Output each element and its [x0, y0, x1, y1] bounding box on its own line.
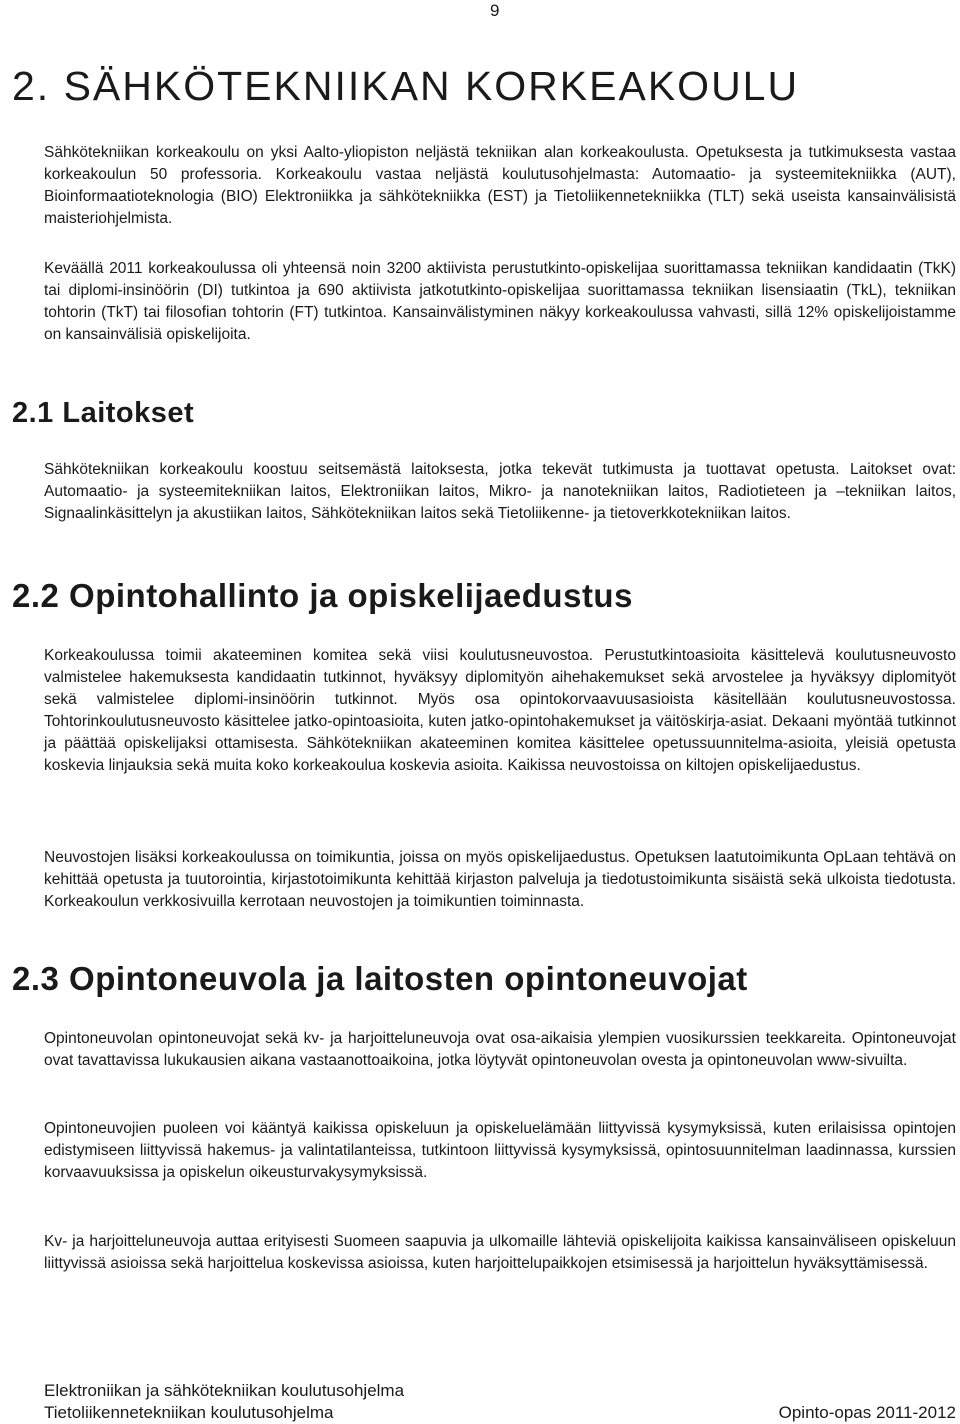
section-heading-laitokset: 2.1 Laitokset [12, 397, 195, 429]
intro-paragraph: Sähkötekniikan korkeakoulu on yksi Aalto-yliopiston neljästä tekniikan alan korkeakoulusta. Opetuksesta ja tutkimuksesta vastaa korkeakoulun 50 professoria. Korkeakoulu vastaa neljästä koulutusohjelmasta: Automaatio- ja systeemitekniikka (AUT), Bioinformaatioteknologia (BIO) Elektroniikka ja sähkötekniikka (EST) ja Tietoliikennetekniikka (TLT) sekä useista kansainvälisistä maisteriohjelmista. [44, 144, 956, 227]
section-paragraph: Neuvostojen lisäksi korkeakoulussa on toimikuntia, joissa on myös opiskelijaedustus. Opetuksen laatutoimikunta OpLaan tehtävä on kehittää opetusta ja tuutorointia, kirjastotoimikunta kehittää kirjaston palveluja ja tiedotustoimikunta sisäistä sekä ulkoista tiedotusta. Korkeakoulun verkkosivuilla kerrotaan neuvostojen ja toimikuntien toiminnasta. [44, 849, 956, 910]
section-paragraph: Opintoneuvolan opintoneuvojat sekä kv- ja harjoitteluneuvoja ovat osa-aikaisia ylempien vuosikurssien teekkareita. Opintoneuvojat ovat tavattavissa lukukausien aikana vastaanottoaikoina, jotka löytyvät opintoneuvolan ovesta ja opintoneuvolan www-sivuilta. [44, 1030, 956, 1069]
intro-paragraph: Keväällä 2011 korkeakoulussa oli yhteensä noin 3200 aktiivista perustutkinto-opiskelijaa suorittamassa tekniikan kandidaatin (TkK) tai diplomi-insinöörin (DI) tutkintoa ja 690 aktiivista jatkotutkinto-opiskelijaa suorittamassa tekniikan lisensiaatin (TkL), tekniikan tohtorin (TkT) tai filosofian tohtorin (FT) tutkintoa. Kansainvälistyminen näkyy korkeakoulussa vahvasti, sillä 12% opiskelijoistamme on kansainvälisiä opiskelijoita. [44, 260, 956, 343]
page-footer [44, 1380, 956, 1424]
page-number: 9 [490, 1, 500, 20]
footer-line-2: Tietoliikennetekniikan koulutusohjelma [44, 1403, 334, 1422]
footer-line-1: Elektroniikan ja sähkötekniikan koulutusohjelma [44, 1381, 405, 1400]
section-paragraph: Kv- ja harjoitteluneuvoja auttaa erityisesti Suomeen saapuvia ja ulkomaille lähteviä opiskelijoita kaikissa kansainväliseen opiskeluun liittyvissä asioissa sekä harjoittelua koskevissa asioissa, kuten harjoittelupaikkojen etsimisessä ja harjoittelun hyväksyttämisessä. [44, 1233, 956, 1272]
chapter-title: 2. SÄHKÖTEKNIIKAN KORKEAKOULU [12, 63, 800, 109]
section-paragraph: Korkeakoulussa toimii akateeminen komitea sekä viisi koulutusneuvostoa. Perustutkintoasioita käsittelevä koulutusneuvosto valmistelee hakemuksesta kandidaatin tutkinnot, hyväksyy diplomityön aihehakemukset sekä arvostelee ja hyväksyy diplomityöt sekä valmistelee diplomi-insinöörin tutkinnot. Myös osa opintokorvaavuusasioista käsitellään koulutusneuvostossa. Tohtorinkoulutusneuvosto käsittelee jatko-opintoasioita, kuten jatko-opintohakemukset ja väitöskirja-asiat. Dekaani myöntää tutkinnot ja päättää opiskelijaksi ottamisesta. Sähkötekniikan akateeminen komitea käsittelee opetussuunnitelma-asioita, yleisiä opetusta koskevia linjauksia sekä muita koko korkeakoulua koskevia asioita. Kaikissa neuvostoissa on kiltojen opiskelijaedustus. [44, 647, 956, 774]
section-paragraph: Opintoneuvojien puoleen voi kääntyä kaikissa opiskeluun ja opiskeluelämään liittyvissä kysymyksissä, kuten erilaisissa opintojen edistymiseen liittyvissä hakemus- ja valintatilanteissa, tutkintoon liittyvissä kysymyksissä, opintosuunnitelman laadinnassa, kurssien korvaavuuksissa ja opiskelun oikeusturvakysymyksissä. [44, 1120, 956, 1181]
section-paragraph: Sähkötekniikan korkeakoulu koostuu seitsemästä laitoksesta, jotka tekevät tutkimusta ja tuottavat opetusta. Laitokset ovat: Automaatio- ja systeemitekniikan laitos, Elektroniikan laitos, Mikro- ja nanotekniikan laitos, Radiotieteen ja –tekniikan laitos, Signaalinkäsittelyn ja akustiikan laitos, Sähkötekniikan laitos sekä Tietoliikenne- ja tietoverkkotekniikan laitos. [44, 461, 956, 522]
footer-row [44, 1402, 956, 1424]
footer-guide-title: Opinto-opas 2011-2012 [778, 1403, 956, 1422]
section-heading-opintoneuvola: 2.3 Opintoneuvola ja laitosten opintoneuvojat [12, 960, 748, 997]
section-heading-opintohallinto: 2.2 Opintohallinto ja opiskelijaedustus [12, 577, 633, 614]
